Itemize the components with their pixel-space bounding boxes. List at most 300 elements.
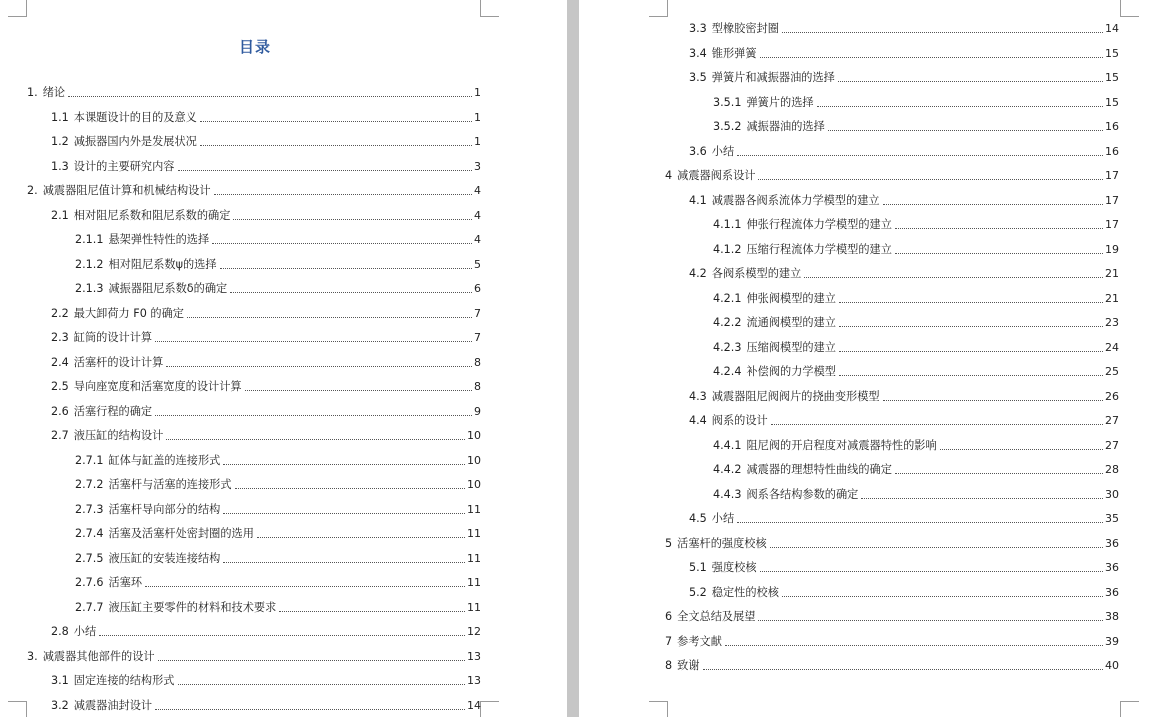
toc-entry-title: 减震器各阀系流体力学模型的建立 bbox=[711, 193, 880, 207]
toc-entry-number: 4.2.1 bbox=[713, 291, 742, 305]
toc-entry[interactable] bbox=[51, 397, 481, 419]
toc-entry-label bbox=[27, 184, 212, 198]
crop-mark-bottom-left bbox=[649, 701, 668, 717]
toc-entry-number: 3. bbox=[27, 649, 38, 663]
toc-entry-label bbox=[51, 307, 185, 321]
toc-entry-page-number: 9 bbox=[474, 404, 481, 418]
toc-entry-title: 活塞杆与活塞的连接形式 bbox=[108, 478, 232, 491]
toc-entry-label bbox=[51, 405, 153, 419]
toc-entry-title: 减震器阻尼值计算和机械结构设计 bbox=[42, 184, 211, 197]
toc-entry-page-number: 30 bbox=[1105, 487, 1119, 501]
toc-entry-label bbox=[27, 86, 66, 100]
toc-entry-label bbox=[689, 267, 802, 281]
toc-leader-dots bbox=[178, 170, 473, 171]
toc-entry-title: 伸张阀模型的建立 bbox=[746, 291, 836, 305]
toc-leader-dots bbox=[828, 130, 1103, 131]
toc-leader-dots bbox=[883, 400, 1103, 401]
toc-leader-dots bbox=[770, 547, 1103, 548]
toc-entry-number: 2.7.1 bbox=[75, 453, 104, 467]
toc-entry-number: 3.4 bbox=[689, 46, 707, 60]
toc-entry-number: 4.1.2 bbox=[713, 242, 742, 256]
toc-entry[interactable] bbox=[665, 627, 1119, 649]
toc-leader-dots bbox=[155, 415, 472, 416]
toc-entry-label bbox=[51, 699, 153, 713]
toc-leader-dots bbox=[223, 513, 465, 514]
toc-entry-page-number: 13 bbox=[467, 674, 481, 687]
toc-leader-dots bbox=[220, 268, 472, 269]
toc-leader-dots bbox=[155, 341, 472, 342]
toc-entry[interactable] bbox=[689, 39, 1119, 61]
toc-entry-page-number: 14 bbox=[467, 698, 481, 712]
toc-entry[interactable] bbox=[713, 88, 1119, 110]
toc-entry-page-number: 19 bbox=[1105, 242, 1119, 256]
toc-entry-page-number: 4 bbox=[474, 233, 481, 246]
toc-entry-page-number: 1 bbox=[474, 110, 481, 124]
toc-entry-label bbox=[75, 601, 277, 615]
toc-entry-title: 相对阻尼系数ψ的选择 bbox=[108, 257, 217, 271]
toc-entry-number: 6 bbox=[665, 610, 673, 623]
toc-entry-title: 小结 bbox=[711, 512, 735, 525]
toc-entry-page-number: 3 bbox=[474, 159, 481, 173]
toc-entry-number: 3.5.1 bbox=[713, 95, 742, 109]
toc-entry-label bbox=[713, 292, 837, 306]
toc-entry-page-number: 6 bbox=[474, 282, 481, 295]
toc-entry-label bbox=[51, 111, 198, 125]
toc-leader-dots bbox=[235, 488, 465, 489]
toc-entry-number: 2.1.2 bbox=[75, 257, 104, 271]
toc-leader-dots bbox=[737, 522, 1103, 523]
toc-entry-label bbox=[75, 258, 218, 272]
toc-entry[interactable] bbox=[75, 519, 481, 541]
toc-entry[interactable] bbox=[51, 666, 481, 688]
toc-entry-page-number: 11 bbox=[467, 527, 481, 540]
toc-entry-label bbox=[689, 512, 735, 526]
toc-entry-title: 参考文献 bbox=[677, 634, 722, 648]
document-page-right bbox=[579, 0, 1150, 717]
toc-entry[interactable] bbox=[689, 186, 1119, 208]
toc-entry-page-number: 21 bbox=[1105, 267, 1119, 280]
toc-leader-dots bbox=[839, 302, 1103, 303]
toc-leader-dots bbox=[804, 277, 1103, 278]
toc-leader-dots bbox=[771, 424, 1103, 425]
toc-entry-label bbox=[665, 659, 701, 673]
toc-entry-label bbox=[51, 135, 198, 149]
toc-leader-dots bbox=[940, 449, 1103, 450]
toc-entry-label bbox=[75, 478, 233, 492]
toc-entry-label bbox=[713, 341, 837, 355]
toc-leader-dots bbox=[817, 106, 1103, 107]
toc-entry[interactable] bbox=[51, 348, 481, 370]
toc-entry[interactable] bbox=[689, 63, 1119, 85]
toc-entry-page-number: 16 bbox=[1105, 120, 1119, 133]
toc-entry[interactable] bbox=[713, 235, 1119, 257]
toc-entry[interactable] bbox=[75, 568, 481, 590]
document-page-left bbox=[0, 0, 567, 717]
toc-entry-number: 5 bbox=[665, 536, 673, 550]
toc-entry[interactable] bbox=[51, 201, 481, 223]
toc-entry-label bbox=[713, 96, 815, 110]
toc-entry[interactable] bbox=[665, 161, 1119, 183]
toc-entry-number: 4.4 bbox=[689, 414, 707, 427]
toc-entry-title: 固定连接的结构形式 bbox=[73, 674, 175, 687]
toc-entry-page-number: 36 bbox=[1105, 585, 1119, 599]
toc-entry-label bbox=[51, 429, 164, 443]
toc-entry-number: 2.7 bbox=[51, 429, 69, 442]
toc-entry-page-number: 15 bbox=[1105, 46, 1119, 60]
toc-entry-number: 3.5 bbox=[689, 71, 707, 84]
toc-entry-title: 型橡胶密封圈 bbox=[711, 22, 779, 35]
toc-leader-dots bbox=[737, 155, 1103, 156]
toc-entry-number: 2.6 bbox=[51, 404, 69, 418]
toc-entry-title: 流通阀模型的建立 bbox=[746, 316, 836, 329]
toc-entry-number: 7 bbox=[665, 634, 673, 648]
toc-entry[interactable] bbox=[713, 431, 1119, 453]
crop-mark-bottom-right bbox=[1120, 701, 1139, 717]
toc-entry-page-number: 15 bbox=[1105, 95, 1119, 109]
toc-entry-page-number: 13 bbox=[467, 649, 481, 663]
toc-entry-title: 阻尼阀的开启程度对减震器特性的影响 bbox=[746, 438, 937, 452]
toc-leader-dots bbox=[758, 179, 1103, 180]
toc-entry[interactable] bbox=[51, 103, 481, 125]
toc-entry-label bbox=[689, 47, 758, 61]
toc-leader-dots bbox=[230, 292, 472, 293]
toc-entry-title: 活塞杆导向部分的结构 bbox=[108, 502, 221, 516]
toc-entry-page-number: 23 bbox=[1105, 316, 1119, 329]
toc-entry[interactable] bbox=[51, 691, 481, 713]
toc-entry-title: 本课题设计的目的及意义 bbox=[73, 110, 197, 124]
toc-entry-label bbox=[75, 233, 210, 247]
toc-entry-label bbox=[665, 635, 723, 649]
toc-entry-number: 1.1 bbox=[51, 110, 69, 124]
toc-leader-dots bbox=[178, 684, 466, 685]
toc-leader-dots bbox=[187, 317, 472, 318]
toc-entry-label bbox=[713, 439, 938, 453]
toc-entry[interactable] bbox=[713, 480, 1119, 502]
toc-entry-page-number: 8 bbox=[474, 380, 481, 393]
toc-leader-dots bbox=[223, 464, 465, 465]
toc-entry-page-number: 12 bbox=[467, 625, 481, 638]
toc-leader-dots bbox=[166, 366, 472, 367]
toc-entry-page-number: 28 bbox=[1105, 463, 1119, 476]
toc-entry-title: 压缩阀模型的建立 bbox=[746, 340, 836, 354]
toc-leader-dots bbox=[782, 596, 1103, 597]
toc-entry-title: 各阀系模型的建立 bbox=[711, 267, 802, 280]
toc-entry-label bbox=[75, 552, 221, 566]
toc-entry-title: 强度校核 bbox=[711, 561, 757, 574]
toc-entry-title: 相对阻尼系数和阻尼系数的确定 bbox=[73, 208, 231, 222]
toc-entry-title: 设计的主要研究内容 bbox=[73, 159, 175, 173]
toc-entry-number: 4.2.2 bbox=[713, 316, 742, 329]
toc-entry-label bbox=[51, 160, 176, 174]
toc-entry-label bbox=[51, 674, 176, 688]
toc-entry-label bbox=[689, 586, 780, 600]
toc-entry-label bbox=[665, 537, 768, 551]
toc-entry-title: 最大卸荷力 F0 的确定 bbox=[73, 306, 184, 320]
toc-entry-number: 2.7.7 bbox=[75, 600, 104, 614]
toc-entry-page-number: 16 bbox=[1105, 144, 1119, 158]
toc-entry[interactable] bbox=[689, 578, 1119, 600]
toc-entry-number: 2.1.3 bbox=[75, 282, 104, 295]
toc-leader-dots bbox=[839, 351, 1103, 352]
toc-entry[interactable] bbox=[713, 455, 1119, 477]
toc-entry-number: 3.3 bbox=[689, 22, 707, 35]
crop-mark-top-left bbox=[8, 0, 27, 17]
toc-entry[interactable] bbox=[665, 651, 1119, 673]
toc-entry-title: 减震器其他部件的设计 bbox=[42, 649, 155, 663]
toc-entry-title: 减振器阻尼系数δ的确定 bbox=[108, 282, 228, 295]
toc-entry-number: 2. bbox=[27, 184, 38, 197]
toc-entry-title: 活塞杆的强度校核 bbox=[677, 536, 767, 550]
toc-entry[interactable] bbox=[689, 137, 1119, 159]
toc-entry-page-number: 1 bbox=[474, 86, 481, 99]
toc-entry-title: 锥形弹簧 bbox=[711, 46, 757, 60]
toc-entry[interactable] bbox=[75, 446, 481, 468]
toc-entry-label bbox=[713, 316, 837, 330]
toc-entry-title: 减振器国内外是发展状况 bbox=[73, 135, 197, 148]
toc-leader-dots bbox=[200, 121, 472, 122]
toc-entry-number: 2.7.6 bbox=[75, 576, 104, 589]
toc-entry-label bbox=[75, 527, 255, 541]
toc-entry-title: 导向座宽度和活塞宽度的设计计算 bbox=[73, 380, 242, 393]
toc-entry-number: 2.8 bbox=[51, 625, 69, 638]
toc-entry-page-number: 7 bbox=[474, 331, 481, 344]
toc-entry[interactable] bbox=[75, 225, 481, 247]
toc-entry-title: 致谢 bbox=[677, 659, 700, 672]
toc-entry-title: 补偿阀的力学模型 bbox=[746, 365, 836, 378]
toc-entry-title: 液压缸的结构设计 bbox=[73, 429, 164, 442]
toc-leader-dots bbox=[838, 81, 1103, 82]
toc-entry-label bbox=[713, 488, 859, 502]
toc-entry-page-number: 36 bbox=[1105, 561, 1119, 574]
toc-entry[interactable] bbox=[689, 382, 1119, 404]
toc-entry-number: 4.5 bbox=[689, 512, 707, 525]
toc-entry[interactable] bbox=[51, 152, 481, 174]
toc-leader-dots bbox=[883, 204, 1103, 205]
toc-entry[interactable] bbox=[27, 176, 481, 198]
toc-entry-title: 弹簧片的选择 bbox=[746, 95, 814, 109]
toc-entry[interactable] bbox=[689, 14, 1119, 36]
toc-entry-page-number: 14 bbox=[1105, 22, 1119, 35]
toc-entry-number: 2.5 bbox=[51, 380, 69, 393]
toc-entry-number: 2.3 bbox=[51, 331, 69, 344]
toc-entry[interactable] bbox=[713, 284, 1119, 306]
toc-entry-number: 3.5.2 bbox=[713, 120, 742, 133]
toc-leader-dots bbox=[223, 562, 465, 563]
toc-entry-title: 悬架弹性特性的选择 bbox=[108, 233, 210, 246]
toc-entry-page-number: 39 bbox=[1105, 634, 1119, 648]
toc-entry-number: 1. bbox=[27, 86, 38, 99]
toc-entry-number: 3.1 bbox=[51, 674, 69, 687]
toc-entry-title: 减振器油的选择 bbox=[746, 120, 825, 133]
toc-entry-label bbox=[51, 356, 164, 370]
toc-entry-label bbox=[689, 561, 758, 575]
toc-entry-page-number: 11 bbox=[467, 600, 481, 614]
toc-entry-page-number: 11 bbox=[467, 576, 481, 589]
toc-entry[interactable] bbox=[713, 112, 1119, 134]
toc-entry-number: 4.2.3 bbox=[713, 340, 742, 354]
toc-entry-title: 阀系各结构参数的确定 bbox=[746, 487, 859, 501]
toc-entry-number: 4.2 bbox=[689, 267, 707, 280]
toc-entry-label bbox=[713, 365, 837, 379]
toc-entry-label bbox=[51, 625, 97, 639]
toc-entry-number: 2.7.2 bbox=[75, 478, 104, 491]
toc-entry-number: 4.3 bbox=[689, 389, 707, 403]
toc-entry-number: 2.1 bbox=[51, 208, 69, 222]
toc-entry-title: 弹簧片和减振器油的选择 bbox=[711, 71, 835, 84]
toc-leader-dots bbox=[703, 669, 1103, 670]
toc-entry-page-number: 35 bbox=[1105, 512, 1119, 525]
crop-mark-bottom-left bbox=[8, 701, 27, 717]
toc-entry[interactable] bbox=[75, 593, 481, 615]
toc-entry-title: 绪论 bbox=[42, 86, 66, 99]
toc-entry-page-number: 17 bbox=[1105, 218, 1119, 231]
toc-entry-label bbox=[665, 610, 756, 624]
toc-entry-title: 液压缸主要零件的材料和技术要求 bbox=[108, 600, 277, 614]
toc-entry-number: 4 bbox=[665, 169, 673, 182]
toc-entry-title: 压缩行程流体力学模型的建立 bbox=[746, 242, 892, 256]
toc-entry-title: 小结 bbox=[73, 625, 97, 638]
toc-entry-title: 伸张行程流体力学模型的建立 bbox=[746, 218, 892, 231]
crop-mark-top-left bbox=[649, 0, 668, 17]
toc-entry-title: 小结 bbox=[711, 144, 735, 158]
toc-entry-number: 2.7.3 bbox=[75, 502, 104, 516]
toc-entry[interactable] bbox=[27, 78, 481, 100]
toc-entry-title: 液压缸的安装连接结构 bbox=[108, 551, 221, 565]
toc-entry-page-number: 11 bbox=[467, 502, 481, 516]
toc-entry[interactable] bbox=[75, 274, 481, 296]
toc-entry-page-number: 1 bbox=[474, 135, 481, 148]
toc-entry-number: 4.4.1 bbox=[713, 438, 742, 452]
toc-entry-number: 5.2 bbox=[689, 585, 707, 599]
toc-leader-dots bbox=[725, 645, 1103, 646]
toc-entry-label bbox=[713, 463, 893, 477]
toc-leader-dots bbox=[839, 326, 1103, 327]
toc-entry[interactable] bbox=[51, 372, 481, 394]
toc-entry-title: 活塞及活塞杆处密封圈的选用 bbox=[108, 527, 254, 540]
toc-leader-dots bbox=[760, 57, 1103, 58]
toc-leader-dots bbox=[68, 96, 472, 97]
toc-entry-title: 减震器阀系设计 bbox=[677, 169, 756, 182]
toc-entry[interactable] bbox=[75, 470, 481, 492]
toc-entry-label bbox=[689, 145, 735, 159]
toc-entry-page-number: 5 bbox=[474, 257, 481, 271]
toc-entry-page-number: 10 bbox=[467, 453, 481, 467]
toc-entry-label bbox=[689, 390, 881, 404]
toc-entry-label bbox=[713, 120, 826, 134]
toc-entry-page-number: 27 bbox=[1105, 438, 1119, 452]
toc-entry-page-number: 10 bbox=[467, 478, 481, 491]
toc-entry-title: 减震器油封设计 bbox=[73, 698, 153, 712]
toc-entry[interactable] bbox=[713, 210, 1119, 232]
toc-entry-label bbox=[665, 169, 756, 183]
toc-entry-number: 4.4.2 bbox=[713, 463, 742, 476]
toc-entry[interactable] bbox=[51, 323, 481, 345]
toc-entry[interactable] bbox=[689, 553, 1119, 575]
toc-entry[interactable] bbox=[75, 544, 481, 566]
toc-entry[interactable] bbox=[689, 504, 1119, 526]
toc-entry[interactable] bbox=[51, 421, 481, 443]
toc-entry-number: 2.7.5 bbox=[75, 551, 104, 565]
toc-entry-page-number: 24 bbox=[1105, 340, 1119, 354]
toc-entry-page-number: 21 bbox=[1105, 291, 1119, 305]
toc-leader-dots bbox=[212, 243, 472, 244]
toc-entry-number: 4.1.1 bbox=[713, 218, 742, 231]
toc-leader-dots bbox=[245, 390, 472, 391]
toc-leader-dots bbox=[233, 219, 472, 220]
toc-leader-dots bbox=[895, 253, 1103, 254]
toc-entry-page-number: 25 bbox=[1105, 365, 1119, 378]
toc-entry-number: 2.4 bbox=[51, 355, 69, 369]
toc-leader-dots bbox=[155, 709, 465, 710]
toc-entry-title: 缸体与缸盖的连接形式 bbox=[108, 453, 221, 467]
toc-entry-page-number: 4 bbox=[474, 184, 481, 197]
toc-leader-dots bbox=[839, 375, 1103, 376]
toc-entry-number: 1.3 bbox=[51, 159, 69, 173]
toc-leader-dots bbox=[760, 571, 1103, 572]
toc-entry-number: 4.2.4 bbox=[713, 365, 742, 378]
toc-entry-number: 3.2 bbox=[51, 698, 69, 712]
toc-entry[interactable] bbox=[713, 333, 1119, 355]
toc-entry[interactable] bbox=[27, 642, 481, 664]
toc-leader-dots bbox=[861, 498, 1103, 499]
toc-entry[interactable] bbox=[51, 127, 481, 149]
toc-entry-page-number: 7 bbox=[474, 306, 481, 320]
crop-mark-bottom-right bbox=[480, 701, 499, 717]
toc-entry-title: 活塞杆的设计计算 bbox=[73, 355, 164, 369]
toc-entry-label bbox=[51, 380, 243, 394]
toc-leader-dots bbox=[166, 439, 465, 440]
toc-entry[interactable] bbox=[713, 308, 1119, 330]
toc-entry[interactable] bbox=[665, 529, 1119, 551]
crop-mark-top-right bbox=[1120, 0, 1139, 17]
toc-entry-page-number: 26 bbox=[1105, 389, 1119, 403]
toc-entry-number: 4.1 bbox=[689, 193, 707, 207]
toc-entry-page-number: 8 bbox=[474, 355, 481, 369]
toc-leader-dots bbox=[214, 194, 472, 195]
toc-entry-page-number: 15 bbox=[1105, 71, 1119, 84]
toc-entry-page-number: 17 bbox=[1105, 193, 1119, 207]
toc-entry[interactable] bbox=[75, 495, 481, 517]
toc-entry-page-number: 38 bbox=[1105, 610, 1119, 623]
toc-entry-label bbox=[75, 282, 228, 296]
toc-entry[interactable] bbox=[689, 406, 1119, 428]
toc-entry-number: 5.1 bbox=[689, 561, 707, 574]
toc-leader-dots bbox=[895, 228, 1103, 229]
toc-entry-page-number: 4 bbox=[474, 208, 481, 222]
toc-entry[interactable] bbox=[75, 250, 481, 272]
toc-entry[interactable] bbox=[51, 299, 481, 321]
crop-mark-top-right bbox=[480, 0, 499, 17]
toc-leader-dots bbox=[99, 635, 465, 636]
toc-leader-dots bbox=[257, 537, 465, 538]
toc-leader-dots bbox=[782, 32, 1103, 33]
toc-entry-page-number: 11 bbox=[467, 551, 481, 565]
toc-entry[interactable] bbox=[713, 357, 1119, 379]
toc-entry[interactable] bbox=[665, 602, 1119, 624]
toc-leader-dots bbox=[158, 660, 465, 661]
toc-entry-title: 全文总结及展望 bbox=[677, 610, 756, 623]
toc-entry-page-number: 27 bbox=[1105, 414, 1119, 427]
page-gutter bbox=[567, 0, 579, 717]
toc-entry-title: 缸筒的设计计算 bbox=[73, 331, 153, 344]
toc-entry-page-number: 36 bbox=[1105, 536, 1119, 550]
toc-entry[interactable] bbox=[51, 617, 481, 639]
toc-entry[interactable] bbox=[689, 259, 1119, 281]
toc-entry-number: 3.6 bbox=[689, 144, 707, 158]
toc-entry-title: 阀系的设计 bbox=[711, 414, 768, 427]
toc-entry-label bbox=[75, 454, 221, 468]
toc-leader-dots bbox=[279, 611, 465, 612]
